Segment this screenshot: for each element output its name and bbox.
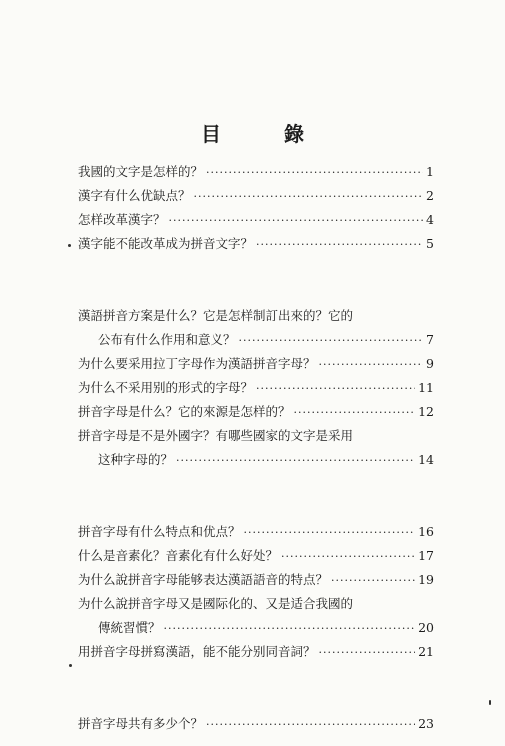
dot-leader [176, 450, 415, 472]
toc-page-number: 21 [418, 644, 434, 659]
toc-page-number: 7 [426, 332, 434, 347]
toc-page-number: 19 [418, 572, 434, 587]
toc-entry-title: 怎样改革漢字？ [78, 212, 166, 227]
section-gap [78, 472, 434, 496]
dot-leader [206, 162, 423, 184]
dot-leader [244, 522, 416, 544]
dot-leader [169, 210, 424, 232]
toc-page-number: 9 [426, 356, 434, 371]
dot-leader [319, 354, 424, 376]
toc-entry-title: 拼音字母有什么特点和优点？ [78, 524, 241, 539]
toc-entry-title: 为什么要采用拉丁字母作为漢語拼音字母？ [78, 356, 316, 371]
toc-entry [78, 568, 434, 592]
toc-entry-title: 公布有什么作用和意义？ [98, 332, 236, 347]
toc-page-number: 1 [426, 164, 434, 179]
toc-page-number: 2 [426, 188, 434, 203]
section-gap [78, 280, 434, 304]
toc-entry [78, 208, 434, 232]
toc-entry-title: 拼音字母是什么？它的來源是怎样的？ [78, 404, 291, 419]
toc-page-number: 12 [418, 404, 434, 419]
toc-entry [78, 160, 434, 184]
toc-page-number: 4 [426, 212, 434, 227]
dot-leader [331, 570, 415, 592]
toc-entry [78, 544, 434, 568]
toc-entry [78, 448, 434, 472]
toc-entry-title: 漢字能不能改革成为拼音文字？ [78, 236, 254, 251]
dot-leader [256, 234, 423, 256]
toc-entry-title: 用拼音字母拼寫漢語，能不能分别同音詞？ [78, 644, 316, 659]
toc-page-number: 20 [418, 620, 434, 635]
toc-entry-title: 拼音字母共有多少个？ [78, 716, 204, 731]
dot-leader [239, 330, 424, 352]
ink-spot [68, 244, 71, 247]
dot-leader [194, 186, 424, 208]
toc-entry-title: 漢字有什么优缺点？ [78, 188, 191, 203]
dot-leader [256, 378, 415, 400]
toc-page-number: 14 [418, 452, 434, 467]
toc-entry [78, 328, 434, 352]
section-gap [78, 664, 434, 688]
ink-spot [69, 664, 72, 667]
toc-entry [78, 712, 434, 736]
section-gap [78, 496, 434, 520]
toc-page-number: 11 [418, 380, 434, 395]
toc-entry-title-first-line: 为什么說拼音字母又是國际化的、又是适合我國的 [78, 596, 354, 611]
toc-entry [78, 640, 434, 664]
dot-leader [206, 714, 415, 736]
toc-entry-title: 傳統習慣？ [98, 620, 161, 635]
toc-entry [78, 616, 434, 640]
toc-entry-title: 什么是音素化？音素化有什么好处？ [78, 548, 279, 563]
toc-entry-title-first-line: 拼音字母是不是外國字？有哪些國家的文字是采用 [78, 428, 354, 443]
section-gap [78, 256, 434, 280]
toc-entry [78, 400, 434, 424]
dot-leader [294, 402, 416, 424]
toc-entry-title: 为什么說拼音字母能够表达漢語語音的特点？ [78, 572, 329, 587]
dot-leader [319, 642, 416, 664]
toc-entry [78, 520, 434, 544]
dot-leader [281, 546, 415, 568]
toc-page-number: 17 [418, 548, 434, 563]
toc-page-number: 16 [418, 524, 434, 539]
toc-page-number: 5 [426, 236, 434, 251]
toc-entry-title: 这种字母的？ [98, 452, 174, 467]
toc-entry [78, 352, 434, 376]
section-gap [78, 688, 434, 712]
page-title: 目 錄 [201, 122, 332, 146]
toc-entry-title-first-line: 漢語拼音方案是什么？它是怎样制訂出來的？它的 [78, 308, 354, 323]
toc-entry [78, 376, 434, 400]
ink-spot [489, 700, 491, 705]
dot-leader [164, 618, 416, 640]
toc-entry [78, 184, 434, 208]
toc-page-number: 23 [418, 716, 434, 731]
toc-entry-title: 我國的文字是怎样的？ [78, 164, 204, 179]
toc-entry-title: 为什么不采用别的形式的字母？ [78, 380, 254, 395]
table-of-contents [78, 160, 434, 736]
toc-entry [78, 232, 434, 256]
